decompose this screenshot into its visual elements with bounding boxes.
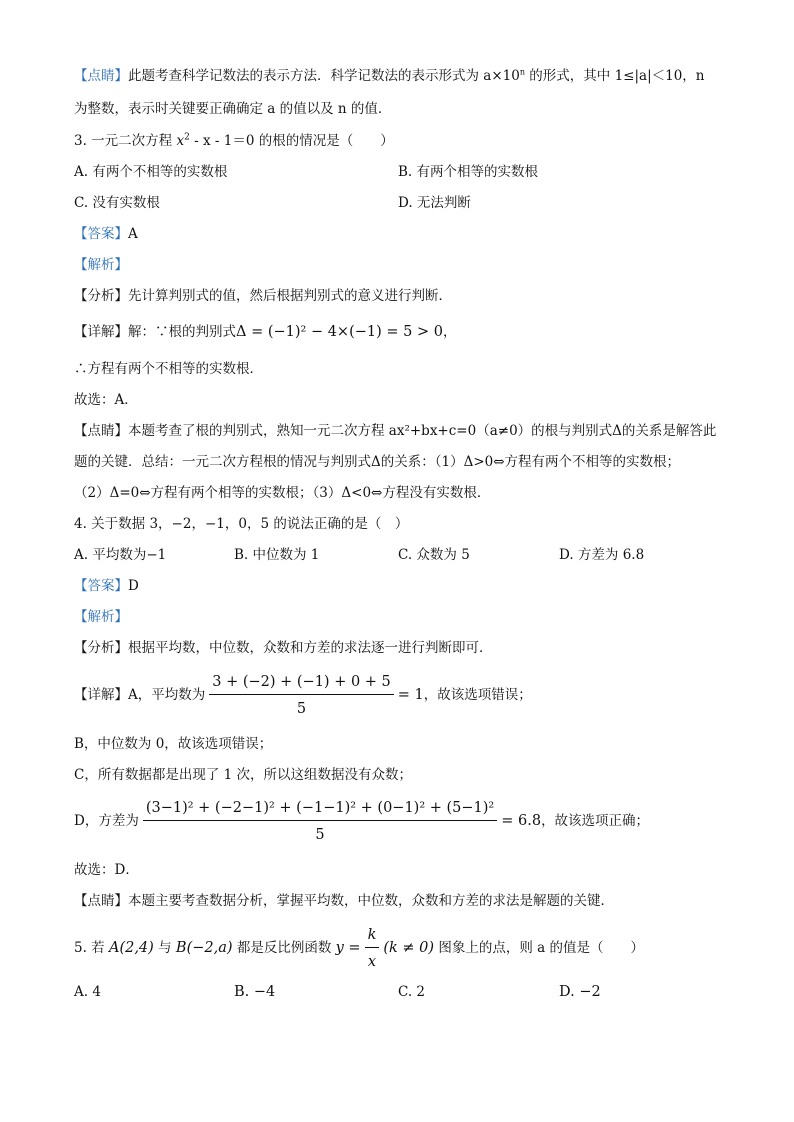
q4-fenxi: 【分析】根据平均数，中位数，众数和方差的求法逐一进行判断即可．	[74, 640, 493, 656]
q3-fenxi: 【分析】先计算判别式的值，然后根据判别式的意义进行判断．	[74, 288, 452, 304]
q4-option-a: A. 平均数为−1	[74, 547, 167, 563]
q4-choose: 故选：D．	[74, 862, 139, 878]
q4-option-d: D. 方差为 6.8	[559, 547, 645, 563]
q4-analysis-tag: 【解析】	[74, 609, 128, 625]
q3-discriminant-formula: Δ = (−1)² − 4×(−1) = 5 > 0	[236, 324, 443, 340]
q4-b-line: B，中位数为 0，故该选项错误；	[74, 736, 273, 752]
q5-option-d: D. −2	[559, 984, 601, 1000]
q5-option-c: C. 2	[398, 984, 426, 1000]
q5-k-over-x: $\frac{k}{x}$	[365, 925, 380, 972]
q3-analysis-tag: 【解析】	[74, 257, 128, 273]
q4-stem: 4. 关于数据 3，−2，−1，0，5 的说法正确的是（ ）	[74, 516, 409, 532]
note-tag: 【点睛】	[74, 68, 128, 84]
q4-variance-fraction: $\frac{\text{(3−1)² + (−2−1)² + (−1−1)² + (0−1)² + (5−1)²}}{5}$	[143, 798, 497, 845]
q4-option-c: C. 众数为 5	[398, 547, 470, 563]
q3-answer: 【答案】A	[74, 226, 138, 242]
q3-therefore: ∴方程有两个不相等的实数根．	[74, 361, 263, 377]
q3-note-line-3: （2）Δ=0⇔方程有两个相等的实数根；（3）Δ<0⇔方程没有实数根．	[74, 485, 491, 501]
q5-stem: 5. 若 A(2,4) 与 B(−2,a) 都是反比例函数 y = $\frac{k}{x}$ (k ≠ 0) 图象上的点，则 a 的值是（ ）	[74, 927, 645, 970]
q4-xiangjie-a: 【详解】A，平均数为 $\frac{3 + (-2) + (-1) + 0 + 5}{5}$ = 1，故该选项错误；	[74, 674, 532, 717]
note-line-1: 【点睛】此题考查科学记数法的表示方法．科学记数法的表示形式为 $a\times 10^n$ 的形式，其中 1≤|a|＜10，n	[74, 67, 705, 84]
q3-option-a: A. 有两个不相等的实数根	[74, 164, 228, 180]
note-line-2: 为整数，表示时关键要正确确定 a 的值以及 n 的值．	[74, 101, 392, 117]
q3-choose: 故选：A．	[74, 392, 138, 408]
q4-answer: 【答案】D	[74, 578, 139, 594]
q3-stem: 3. 一元二次方程 $x^2 - x - 1=0$ 的根的情况是（ ）	[74, 132, 394, 149]
q3-note-line-1: 【点睛】本题考查了根的判别式，熟知一元二次方程 ax²+bx+c=0（a≠0）的根与判别式Δ的关系是解答此	[74, 423, 717, 439]
q3-option-c: C. 没有实数根	[74, 195, 160, 211]
q4-option-b: B. 中位数为 1	[234, 547, 320, 563]
q3-xiangjie: 【详解】解：∵根的判别式Δ = (−1)² − 4×(−1) = 5 > 0，	[74, 324, 457, 340]
q4-note: 【点睛】本题主要考查数据分析，掌握平均数，中位数，众数和方差的求法是解题的关键．	[74, 893, 614, 909]
q3-option-b: B. 有两个相等的实数根	[398, 164, 539, 180]
q5-option-a: A. 4	[74, 984, 101, 1000]
q5-option-b: B. −4	[234, 984, 276, 1000]
q4-d-line: D，方差为 $\frac{\text{(3−1)² + (−2−1)² + (−1−1)² + (0−1)² + (5−1)²}}{5}$ = 6.8，故该选项正确；	[74, 800, 650, 843]
q3-note-line-2: 题的关键．总结：一元二次方程根的情况与判别式Δ的关系：（1）Δ>0⇔方程有两个不相等的实数根；	[74, 454, 681, 470]
q3-option-d: D. 无法判断	[398, 195, 471, 211]
q4-c-line: C，所有数据都是出现了 1 次，所以这组数据没有众数；	[74, 767, 413, 783]
q4-mean-fraction: $\frac{3 + (-2) + (-1) + 0 + 5}{5}$	[209, 672, 394, 719]
